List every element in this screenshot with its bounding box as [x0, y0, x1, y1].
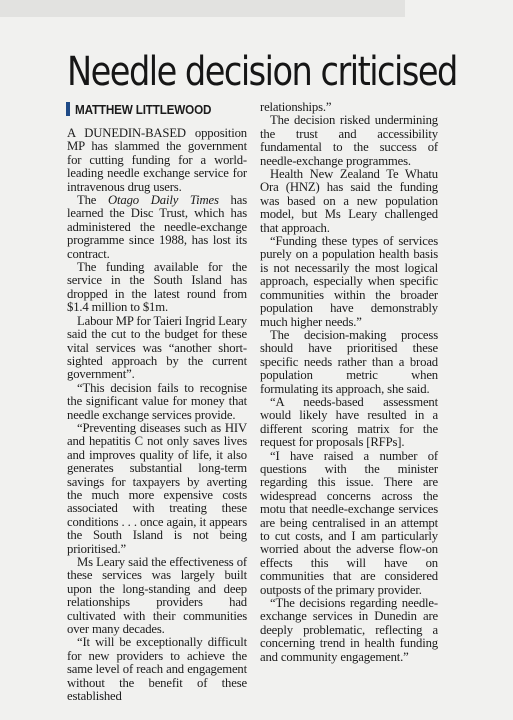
byline-marker	[66, 102, 70, 116]
paragraph: “Funding these types of services purely on a population health basis is not necessarily the most logical approach, especially when specific communities within the broader population have demonstrably much higher needs.”	[260, 234, 438, 329]
page-top-strip	[0, 0, 405, 17]
paragraph: “I have raised a number of questions with the minister regarding this issue. There are widespread concerns across the motu that needle-exchange services are being centralised in an attempt to cut costs, and I am particularly worried about the adverse flow-on effects this will have on communities that are considered outposts of the primary provider.	[260, 448, 438, 597]
paragraph: Health New Zealand Te Whatu Ora (HNZ) has said the funding was based on a new population model, but Ms Leary challenged that approach.	[260, 167, 438, 235]
paragraph: The funding available for the service in the South Island has dropped in the latest round from $1.4 million to $1m.	[67, 260, 247, 315]
paragraph: “It will be exceptionally difficult for new providers to achieve the same level of reach and engagement without the benefit of these established	[67, 635, 247, 704]
paragraph: A DUNEDIN-BASED opposition MP has slammed the government for cutting funding for a world-leading needle exchange service for intravenous drug users.	[67, 126, 247, 194]
paragraph: relationships.”	[260, 100, 332, 114]
article-column-1	[67, 127, 247, 703]
paragraph: “A needs-based assessment would likely have resulted in a different scoring matrix for the request for proposals [RFPs].	[260, 394, 438, 450]
paragraph: The decision risked undermining the trust and accessibility fundamental to the success of needle-exchange programmes.	[260, 113, 438, 168]
paragraph: The decision-making process should have prioritised these specific needs rather than a broad population metric when formulating its approach, she said.	[260, 327, 438, 396]
byline-author: MATTHEW LITTLEWOOD	[75, 101, 212, 117]
paragraph: “This decision fails to recognise the significant value for money that needle exchange services provide.	[67, 380, 247, 422]
article-headline: Needle decision criticised	[67, 49, 457, 95]
paragraph: The Otago Daily Times has learned the Disc Trust, which has administered the needle-exchange programme since 1988, has lost its contract.	[67, 193, 247, 261]
paragraph: “The decisions regarding needle-exchange services in Dunedin are deeply problematic, reflecting a concerning trend in health funding and community engagement.”	[260, 596, 438, 664]
paragraph: Ms Leary said the effectiveness of these services was largely built upon the long-standing and deep relationships providers had cultivated with their communities over many decades.	[67, 555, 247, 637]
byline	[66, 101, 226, 117]
paragraph: Labour MP for Taieri Ingrid Leary said the cut to the budget for these vital services was “another short-sighted approach by the current government”.	[67, 313, 247, 382]
paragraph: “Preventing diseases such as HIV and hepatitis C not only saves lives and improves quality of life, it also generates substantial long-term savings for taxpayers by averting the much more expensive costs associated with treating these conditions . . . once again, it appears the South Island is not being prioritised.”	[67, 420, 247, 556]
article-column-2	[260, 101, 438, 664]
newspaper-name: Otago Daily Times	[108, 193, 219, 208]
